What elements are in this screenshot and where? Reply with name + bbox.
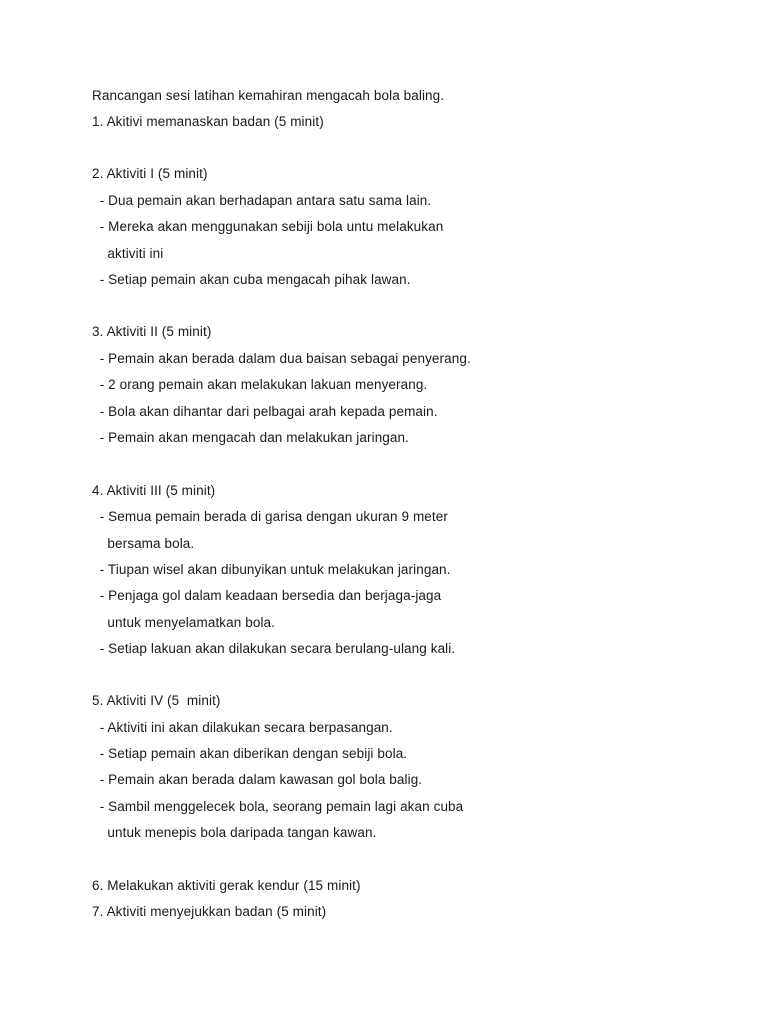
step-4-item: - Tiupan wisel akan dibunyikan untuk melakukan jaringan. [92,562,451,577]
step-4-item: - Semua pemain berada di garisa dengan ukuran 9 meter [92,509,448,524]
step-5-heading: 5. Aktiviti IV (5 minit) [92,693,221,708]
step-5-item: - Sambil menggelecek bola, seorang pemain lagi akan cuba [92,799,464,814]
step-2-item: - Mereka akan menggunakan sebiji bola untu melakukan [92,219,444,234]
step-5-item: - Pemain akan berada dalam kawasan gol bola balig. [92,772,423,787]
step-2-item: - Dua pemain akan berhadapan antara satu sama lain. [92,193,432,208]
step-5-item-continuation: untuk menepis bola daripada tangan kawan. [92,825,377,840]
step-2-item-continuation: aktiviti ini [92,246,164,261]
step-4-heading: 4. Aktiviti III (5 minit) [92,483,216,498]
step-7: 7. Aktiviti menyejukkan badan (5 minit) [92,904,327,919]
step-4-item-continuation: bersama bola. [92,536,195,551]
step-3-item: - 2 orang pemain akan melakukan lakuan menyerang. [92,377,428,392]
step-4-item: - Penjaga gol dalam keadaan bersedia dan berjaga-jaga [92,588,442,603]
step-6: 6. Melakukan aktiviti gerak kendur (15 minit) [92,878,361,893]
step-3-item: - Bola akan dihantar dari pelbagai arah kepada pemain. [92,404,438,419]
step-5-item: - Setiap pemain akan diberikan dengan sebiji bola. [92,746,408,761]
step-2-item: - Setiap pemain akan cuba mengacah pihak lawan. [92,272,411,287]
step-5-item: - Aktiviti ini akan dilakukan secara berpasangan. [92,720,393,735]
step-4-item-continuation: untuk menyelamatkan bola. [92,615,276,630]
step-3-item: - Pemain akan berada dalam dua baisan sebagai penyerang. [92,351,471,366]
document-title: Rancangan sesi latihan kemahiran mengacah bola baling. [92,88,445,103]
step-2-heading: 2. Aktiviti I (5 minit) [92,166,208,181]
step-1: 1. Akitivi memanaskan badan (5 minit) [92,114,324,129]
step-3-heading: 3. Aktiviti II (5 minit) [92,324,212,339]
step-3-item: - Pemain akan mengacah dan melakukan jaringan. [92,430,409,445]
step-4-item: - Setiap lakuan akan dilakukan secara berulang-ulang kali. [92,641,456,656]
